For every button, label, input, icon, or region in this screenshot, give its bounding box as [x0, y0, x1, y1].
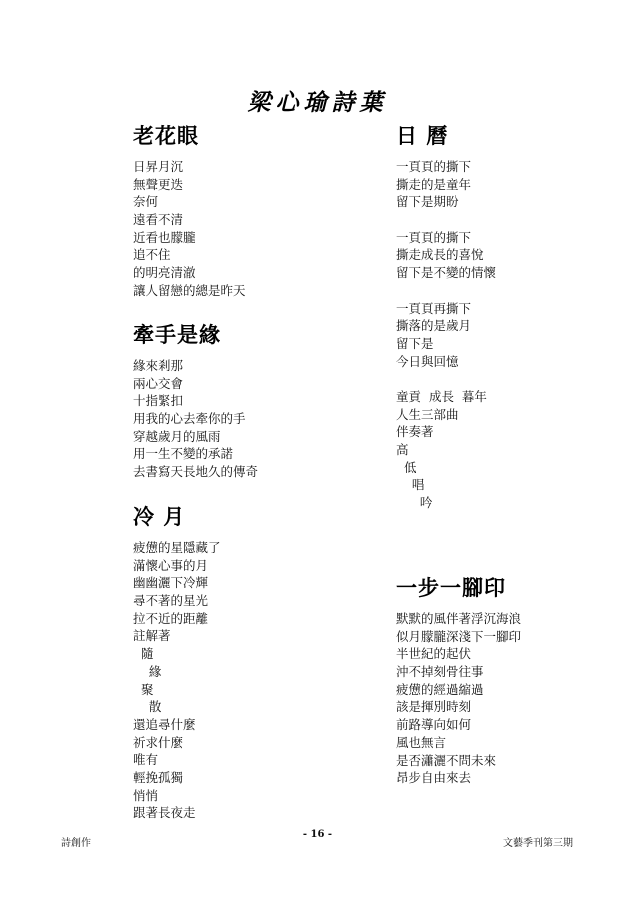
poem-line: 遠看不清 [133, 212, 184, 228]
poem-title: 老花眼 [133, 124, 199, 148]
poem-line: 是否瀟灑不問未來 [396, 752, 497, 768]
poem-yi-bu-yi-jiao-yin [396, 574, 521, 787]
poem-lines [133, 539, 221, 822]
poem-line: 還追尋什麼 [133, 716, 196, 732]
poem-line: 疲憊的星隱藏了 [133, 540, 221, 555]
stanza-break [396, 211, 496, 229]
poem-title: 日 曆 [396, 124, 449, 148]
poem-line: 該是揮別時刻 [396, 699, 472, 715]
poem-line: 默默的風伴著浮沉海浪 [396, 611, 522, 626]
poem-line: 沖不掉刻骨往事 [396, 664, 484, 680]
poem-line: 悄悄 [133, 787, 159, 803]
poem-line: 隨 [133, 646, 154, 662]
poem-line: 幽幽灑下冷輝 [133, 575, 209, 591]
poem-line: 緣來剎那 [133, 358, 184, 373]
poem-line: 昂步自由來去 [396, 770, 472, 786]
poem-line: 聚 [133, 681, 154, 697]
poem-line: 似月朦朧深淺下一腳印 [396, 628, 522, 644]
poem-line: 唱 [396, 477, 425, 493]
poem-line: 無聲更迭 [133, 176, 184, 192]
poem-ri-li [396, 122, 496, 512]
poem-line: 撕走的是童年 [396, 176, 472, 192]
poem-line: 人生三部曲 [396, 406, 459, 422]
poem-line: 近看也朦朧 [133, 229, 196, 245]
stanza-break [396, 370, 496, 388]
poem-line: 去書寫天長地久的傳奇 [133, 464, 259, 480]
poem-line: 撕走成長的喜悅 [396, 247, 484, 263]
poem-line: 吟 [396, 495, 433, 511]
poem-line: 兩心交會 [133, 375, 184, 391]
poem-line: 日昇月沉 [133, 159, 184, 174]
poem-line: 低 [396, 459, 417, 475]
poem-lines [133, 158, 246, 300]
poem-lao-hua-yan [133, 122, 246, 300]
poem-line: 奈何 [133, 194, 159, 210]
poem-line: 疲憊的經過縮過 [396, 681, 484, 697]
poem-line: 的明亮清澈 [133, 265, 196, 281]
poem-title: 冷 月 [133, 505, 186, 529]
poem-line: 前路導向如何 [396, 717, 472, 733]
poem-leng-yue [133, 503, 221, 822]
poem-line: 尋不著的星光 [133, 593, 209, 609]
poem-line: 一頁頁的撕下 [396, 159, 472, 174]
poem-line: 註解著 [133, 628, 171, 644]
poem-line: 童貢 成長 暮年 [396, 388, 487, 404]
poem-lines [396, 610, 521, 787]
poem-line: 一頁頁的撕下 [396, 229, 472, 245]
poem-line: 穿越歲月的風雨 [133, 428, 221, 444]
poem-line: 用一生不變的承諾 [133, 446, 234, 462]
page-number: - 16 - [302, 829, 333, 840]
poem-line: 一頁頁再撕下 [396, 300, 472, 316]
poem-qian-shou-shi-yuan [133, 321, 258, 481]
poem-line: 用我的心去牽你的手 [133, 411, 246, 427]
poem-title: 一步一腳印 [396, 576, 506, 600]
poem-line: 留下是不變的情懷 [396, 265, 497, 281]
poem-line: 半世紀的起伏 [396, 646, 472, 662]
page-title: 梁心瑜詩葉 [247, 89, 388, 116]
footer-section-label: 詩創作 [61, 838, 91, 849]
poem-line: 輕挽孤獨 [133, 769, 184, 785]
poem-lines [396, 158, 496, 512]
poem-line: 風也無言 [396, 734, 447, 750]
poem-line: 拉不近的距離 [133, 610, 209, 626]
poem-line: 留下是 [396, 335, 434, 351]
poem-line: 撕落的是歲月 [396, 318, 472, 334]
poem-title: 牽手是緣 [133, 323, 221, 347]
poem-line: 滿懷心事的月 [133, 557, 209, 573]
poem-line: 緣 [133, 663, 162, 679]
poem-line: 留下是期盼 [396, 194, 459, 210]
poem-line: 唯有 [133, 752, 159, 768]
poem-line: 祈求什麼 [133, 734, 184, 750]
poem-line: 十指緊扣 [133, 393, 184, 409]
poem-line: 今日與回憶 [396, 353, 459, 369]
poem-line: 跟著長夜走 [133, 805, 196, 821]
poem-line: 伴奏著 [396, 424, 434, 440]
stanza-break [396, 282, 496, 300]
footer-publication: 文藝季刊第三期 [503, 838, 573, 849]
poem-line: 追不住 [133, 247, 171, 263]
poem-line: 散 [133, 699, 162, 715]
poem-line: 高 [396, 442, 409, 457]
poem-line: 讓人留戀的總是昨天 [133, 282, 246, 298]
poem-lines [133, 357, 258, 481]
